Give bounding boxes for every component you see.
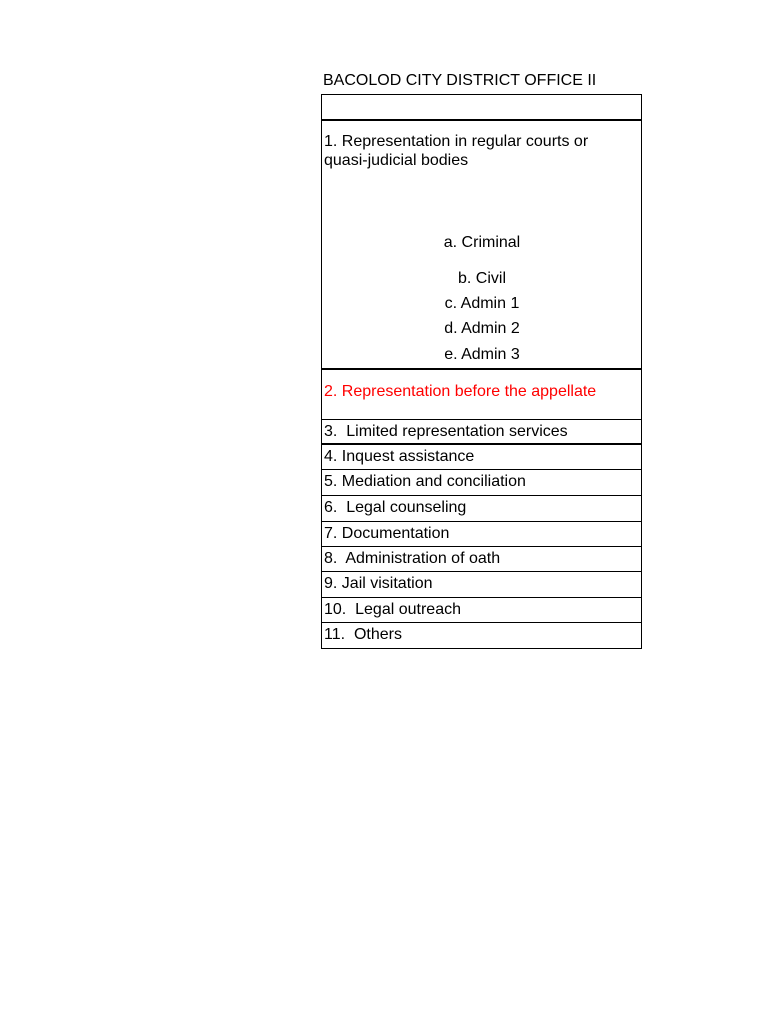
table-row-others: 11. Others bbox=[322, 623, 641, 649]
subitem-admin-3: e. Admin 3 bbox=[444, 346, 520, 363]
table-row-jail-visitation: 9. Jail visitation bbox=[322, 572, 641, 598]
table-row-documentation: 7. Documentation bbox=[322, 522, 641, 547]
appellate-label: 2. Representation before the appellate bbox=[324, 383, 597, 400]
representation-title: 1. Representation in regular courts or quasi-judicial bodies bbox=[324, 133, 589, 169]
table-row-inquest-assistance: 4. Inquest assistance bbox=[322, 445, 641, 470]
table-row-legal-outreach: 10. Legal outreach bbox=[322, 598, 641, 623]
table-row-limited-representation: 3. Limited representation services bbox=[322, 420, 641, 445]
subitem-admin-1: c. Admin 1 bbox=[444, 295, 520, 312]
blank-header-row bbox=[322, 95, 641, 121]
table-row-mediation: 5. Mediation and conciliation bbox=[322, 470, 641, 496]
appellate-row bbox=[322, 370, 641, 420]
office-title: BACOLOD CITY DISTRICT OFFICE II bbox=[323, 72, 597, 89]
table-row-legal-counseling: 6. Legal counseling bbox=[322, 496, 641, 522]
subitem-civil: b. Civil bbox=[457, 270, 506, 287]
services-table bbox=[321, 94, 642, 649]
representation-row bbox=[322, 121, 641, 370]
table-row-administration-of-oath: 8. Administration of oath bbox=[322, 547, 641, 572]
subitem-admin-2: d. Admin 2 bbox=[444, 320, 520, 337]
subitem-criminal: a. Criminal bbox=[443, 234, 521, 251]
